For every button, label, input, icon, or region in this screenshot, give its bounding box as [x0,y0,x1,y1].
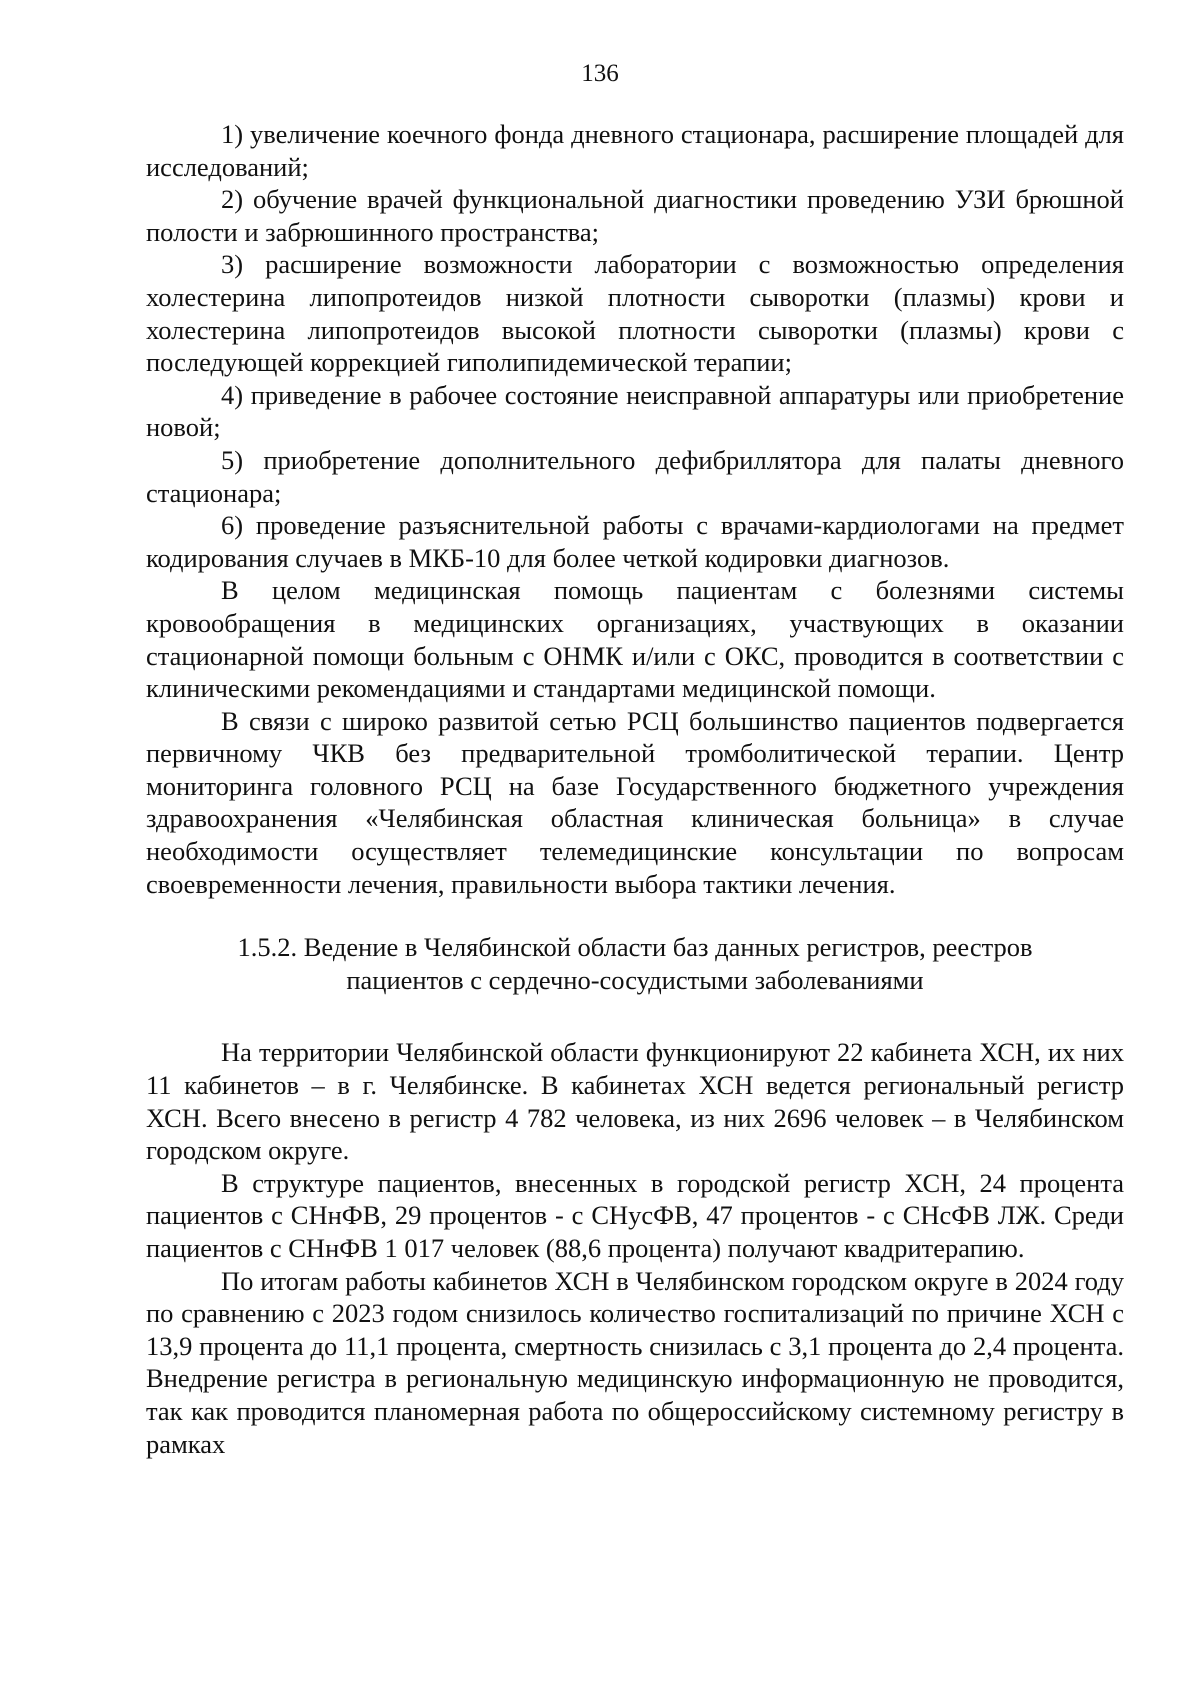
section-heading-line-1: 1.5.2. Ведение в Челябинской области баз данных регистров, реестров [237,932,1033,963]
paragraph-medical-care: В целом медицинская помощь пациентам с болезнями системы кровообращения в медицинских организациях, участвующих в оказании стационарной помощи больным с ОНМК и/или с ОКС, проводится в соответствии с клиническими рекомендациями и стандартами медицинской помощи. [146,575,1124,704]
section-heading [146,931,1124,996]
list-item-3: 3) расширение возможности лаборатории с возможностью определения холестерина липопротеидов низкой плотности сыворотки (плазмы) крови и холестерина липопротеидов высокой плотности сыворотки (плазмы) крови с последующей коррекцией гиполипидемической терапии; [146,249,1124,378]
paragraph-results: По итогам работы кабинетов ХСН в Челябинском городском округе в 2024 году по сравнению с 2023 годом снизилось количество госпитализаций по причине ХСН с 13,9 процента до 11,1 процента, смертность снизилась с 3,1 процента до 2,4 процента. Внедрение регистра в региональную медицинскую информационную не проводится, так как проводится планомерная работа по общероссийскому системному регистру в рамках [146,1265,1124,1459]
document-body [146,118,1124,1460]
list-item-4: 4) приведение в рабочее состояние неисправной аппаратуры или приобретение новой; [146,379,1124,443]
paragraph-rsc-network: В связи с широко развитой сетью РСЦ большинство пациентов подвергается первичному ЧКВ без предварительной тромболитической терапии. Центр мониторинга головного РСЦ на базе Государственного бюджетного учреждения здравоохранения «Челябинская областная клиническая больница» в случае необходимости осуществляет телемедицинские консультации по вопросам своевременности лечения, правильности выбора тактики лечения. [146,705,1124,899]
list-item-5: 5) приобретение дополнительного дефибриллятора для палаты дневного стационара; [146,444,1124,508]
list-item-1: 1) увеличение коечного фонда дневного стационара, расширение площадей для исследований; [146,119,1124,182]
paragraph-patient-structure: В структуре пациентов, внесенных в городской регистр ХСН, 24 процента пациентов с СНнФВ, 29 процентов - с СНусФВ, 47 процентов - с СНсФВ ЛЖ. Среди пациентов с СНнФВ 1 017 человек (88,6 процента) получают квадритерапию. [146,1167,1124,1263]
list-item-6: 6) проведение разъяснительной работы с врачами-кардиологами на предмет кодирования случаев в МКБ-10 для более четкой кодировки диагнозов. [146,510,1124,573]
page-number: 136 [581,60,619,87]
list-item-2: 2) обучение врачей функциональной диагностики проведению УЗИ брюшной полости и забрюшинного пространства; [146,184,1124,247]
paragraph-chf-offices: На территории Челябинской области функционируют 22 кабинета ХСН, их них 11 кабинетов – в г. Челябинске. В кабинетах ХСН ведется региональный регистр ХСН. Всего внесено в регистр 4 782 человека, из них 2696 человек – в Челябинском городском округе. [146,1037,1124,1166]
section-heading-line-2: пациентов с сердечно-сосудистыми заболеваниями [346,964,924,995]
